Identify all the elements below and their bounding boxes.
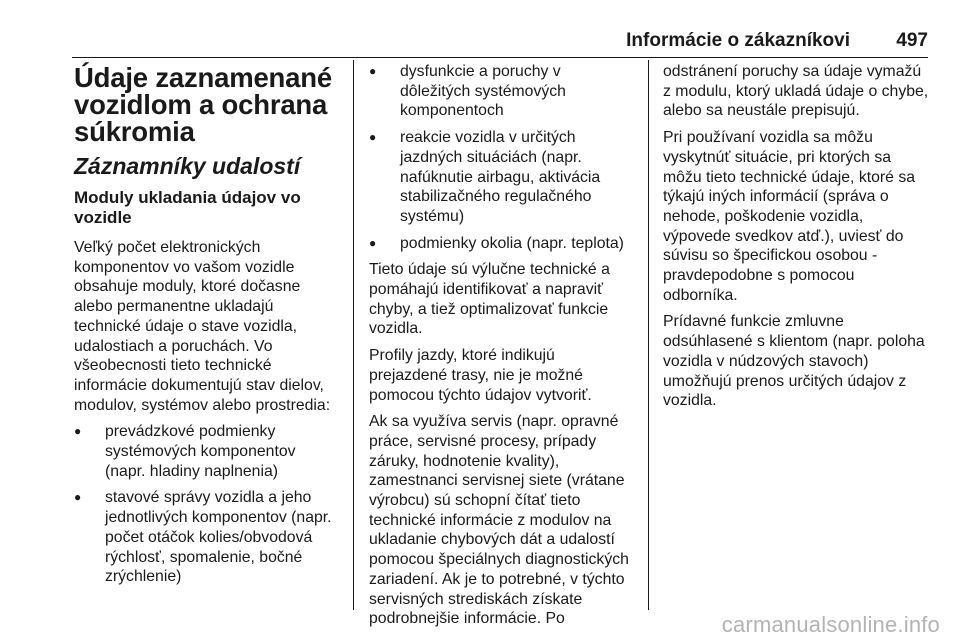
paragraph: Prídavné funkcie zmluvne odsúhlasené s klientom (napr. poloha vozidla v núdzových stavoch) umožňujú prenos určitých údajov z vozidla. [663,313,925,410]
list-item: ● podmienky okolia (napr. teplota) [369,234,641,254]
header-title: Informácie o zákazníkovi [626,30,850,51]
paragraph: Tieto údaje sú výlučne technické a pomáhajú identifikovať a napraviť chyby, a tiež optimalizovať funkcie vozidla. [369,261,610,338]
page-header [72,30,928,56]
right-column [663,62,953,418]
paragraph: Ak sa využíva servis (napr. opravné práce, servisné procesy, prípady záruky, hodnotenie kvality), zamestnanci servisnej siete (vrátane výrobcu) sú schopní čítať tieto technické informácie z modulov na ukladanie chybových dát a udalostí pomocou špeciálnych diagnostických zariadení. Ak je to potrebné, v týchto servisných strediskách získate podrobnejšie informácie. Po [369,413,629,628]
main-title: Údaje zaznamenané vozidlom a ochrana súkromia [74,62,332,147]
intro-paragraph: Veľký počet elektronických komponentov vo vašom vozidle obsahuje moduly, ktoré dočasne alebo permanentne ukladajú technické údaje o stave vozidla, udalostiach a poruchách. Vo všeobecnosti tieto technické informácie dokumentujú stav dielov, modulov, systémov alebo prostredia: [74,239,331,414]
column-divider-left [353,60,354,610]
middle-column [369,62,641,636]
bullet-list [74,422,346,587]
section-title: Moduly ukladania údajov vo vozidle [74,188,301,227]
watermark: carmanualsonline.info [721,612,940,637]
paragraph: Profily jazdy, ktoré indikujú prejazdené trasy, nie je možné pomocou týchto údajov vytvoriť. [369,347,592,404]
header-rule [72,57,928,58]
subsection-title: Záznamníky udalostí [74,153,301,179]
list-item: ● prevádzkové podmienky systémových komponentov (napr. hladiny naplnenia) [74,422,346,481]
column-divider-right [648,60,649,610]
paragraph: odstránení poruchy sa údaje vymažú z modulu, ktorý ukladá údaje o chybe, alebo sa neustále prepisujú. [663,63,929,120]
list-item: ● stavové správy vozidla a jeho jednotlivých komponentov (napr. počet otáčok kolies/obvodová rýchlosť, spomalenie, bočné zrýchlenie) [74,488,346,587]
paragraph: Pri používaní vozidla sa môžu vyskytnúť situácie, pri ktorých sa môžu tieto technické údaje, ktoré sa týkajú iných informácií (správa o nehode, poškodenie vozidla, výpovede svedkov atď.), uviesť do súvisu so špecifickou osobou - pravdepodobne s pomocou odborníka. [663,129,916,304]
left-column [74,62,346,594]
page-number: 497 [896,30,928,51]
list-item: ● dysfunkcie a poruchy v dôležitých systémových komponentoch [369,62,641,121]
bullet-list [369,62,641,253]
list-item: ● reakcie vozidla v určitých jazdných situáciách (napr. nafúknutie airbagu, aktivácia stabilizačného regulačného systému) [369,128,641,227]
